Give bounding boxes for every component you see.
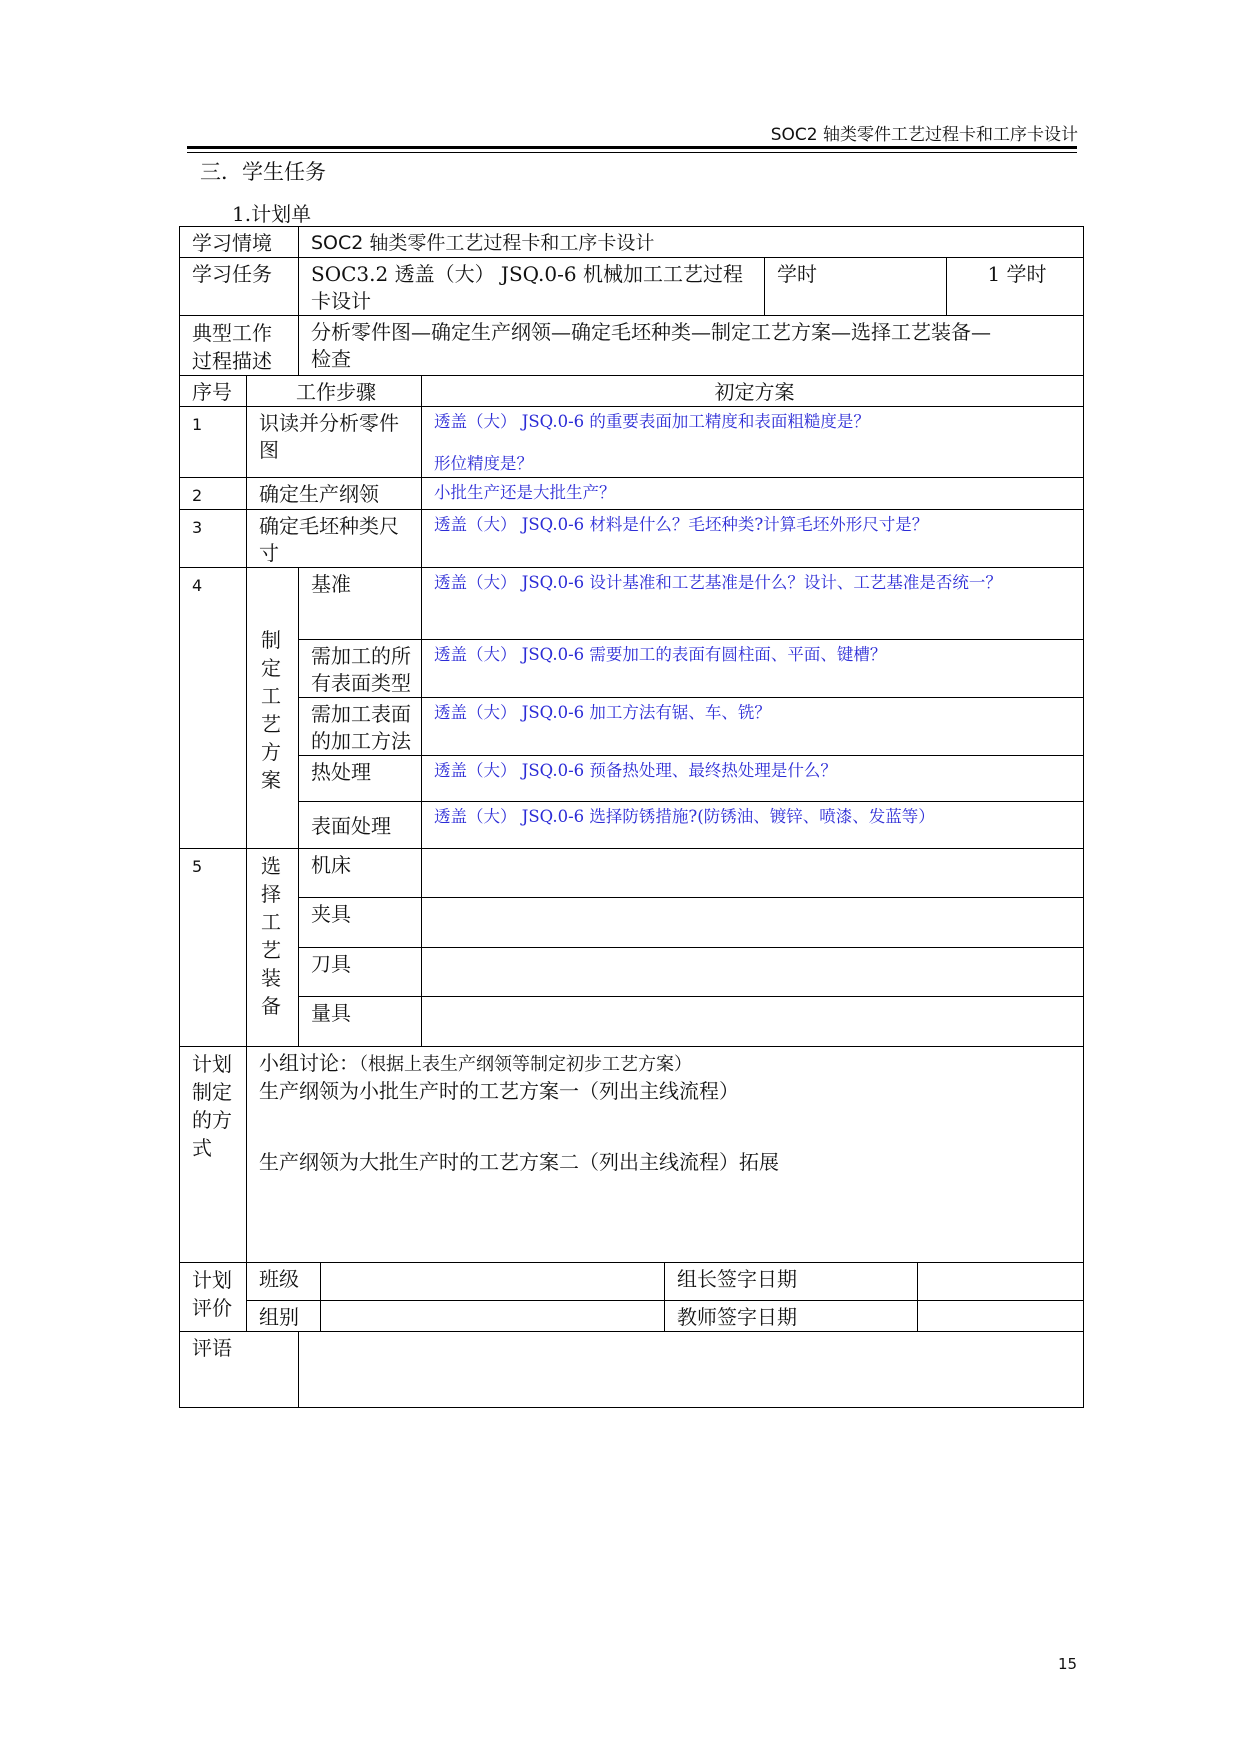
step4-item-name-line1: 需加工的所 (311, 644, 411, 668)
process-label-line1: 典型工作 (192, 321, 272, 345)
process-description-label (180, 316, 299, 376)
step4-item-plan: 透盖（大） JSQ.0-6 加工方法有锯、车、铣？ (434, 703, 771, 722)
step5-item-name: 夹具 (299, 898, 422, 948)
step5-item-name: 刀具 (299, 948, 422, 997)
plan-method-label-line: 式 (192, 1136, 212, 1160)
plan-method-label (180, 1047, 247, 1263)
step4-item-plan: 透盖（大） JSQ.0-6 设计基准和工艺基准是什么？设计、工艺基准是否统一？ (434, 573, 1002, 592)
step5-item-plan (422, 898, 1084, 948)
discussion-line (259, 1050, 1075, 1078)
discussion-note: （根据上表生产纲领等制定初步工艺方案） (359, 1054, 692, 1075)
step4-item-plan: 透盖（大） JSQ.0-6 选择防锈措施?(防锈油、镀锌、喷漆、发蓝等） (434, 807, 935, 826)
step4-group-label (247, 568, 299, 849)
learning-task-label: 学习任务 (180, 258, 299, 316)
step5-label-char: 备 (261, 994, 281, 1018)
teacher-sign-label: 教师签字日期 (665, 1301, 918, 1332)
row-step-4-surfaces (180, 640, 1084, 698)
scheme-two: 生产纲领为大批生产时的工艺方案二（列出主线流程）拓展 (259, 1150, 779, 1174)
learning-situation-value: SOC2 轴类零件工艺过程卡和工序卡设计 (299, 227, 1084, 258)
row-comment (180, 1332, 1084, 1408)
section-title: 三．学生任务 (200, 160, 326, 184)
row-process-description (180, 316, 1084, 376)
step4-label-char: 定 (261, 655, 281, 680)
process-value-line2: 检查 (311, 347, 351, 371)
hours-value: 1 学时 (947, 258, 1084, 316)
step1-plan (422, 407, 1084, 478)
step4-item-name (299, 640, 422, 698)
step4-label-char: 艺 (261, 711, 281, 736)
plan-method-content (247, 1047, 1084, 1263)
row-learning-situation (180, 227, 1084, 258)
evaluation-label-line: 计划 (192, 1268, 232, 1292)
step4-item-name: 热处理 (299, 756, 422, 802)
row-step-4-heat (180, 756, 1084, 802)
learning-situation-label: 学习情境 (180, 227, 299, 258)
step5-label-char: 择 (261, 882, 281, 906)
row-step-4-surface-treatment (180, 802, 1084, 849)
header-rule-thick (187, 146, 1077, 149)
step3-seq: 3 (192, 518, 203, 537)
step5-item-plan (422, 997, 1084, 1047)
teacher-sign-value (918, 1301, 1084, 1332)
step5-seq: 5 (192, 857, 203, 876)
hours-label: 学时 (765, 258, 947, 316)
step2-name: 确定生产纲领 (247, 478, 422, 510)
plan-table (179, 226, 1084, 1408)
step5-label-char: 艺 (261, 938, 281, 962)
step5-label-char: 工 (261, 910, 281, 934)
step2-plan: 小批生产还是大批生产？ (434, 483, 616, 502)
plan-method-label-line: 计划 (192, 1052, 232, 1076)
process-value-line1: 分析零件图—确定生产纲领—确定毛坯种类—制定工艺方案—选择工艺装备— (311, 320, 991, 344)
discussion-prefix: 小组讨论： (259, 1051, 359, 1075)
step5-item-plan (422, 948, 1084, 997)
step4-item-plan: 透盖（大） JSQ.0-6 预备热处理、最终热处理是什么？ (434, 761, 837, 780)
step4-item-name (299, 698, 422, 756)
step5-item-name: 机床 (299, 849, 422, 898)
header-rule-thin (187, 152, 1077, 153)
step1-plan-line1: 透盖（大） JSQ.0-6 的重要表面加工精度和表面粗糙度是？ (434, 412, 870, 431)
comment-label: 评语 (180, 1332, 299, 1408)
row-step-5-machine (180, 849, 1084, 898)
page-number: 15 (1058, 1655, 1078, 1673)
step1-seq: 1 (192, 415, 203, 434)
leader-sign-label: 组长签字日期 (665, 1263, 918, 1301)
step4-label-char: 制 (261, 627, 281, 652)
plan-method-label-line: 的方 (192, 1108, 232, 1132)
running-header: SOC2 轴类零件工艺过程卡和工序卡设计 (770, 125, 1078, 145)
learning-task-value: SOC3.2 透盖（大） JSQ.0-6 机械加工工艺过程卡设计 (299, 258, 765, 316)
process-description-value (299, 316, 1084, 376)
header-plan: 初定方案 (422, 376, 1084, 407)
group-value (321, 1301, 665, 1332)
scheme-one: 生产纲领为小批生产时的工艺方案一（列出主线流程） (259, 1079, 739, 1103)
comment-value (299, 1332, 1084, 1408)
class-label: 班级 (247, 1263, 321, 1301)
step3-plan: 透盖（大） JSQ.0-6 材料是什么？毛坯种类?计算毛坯外形尺寸是？ (434, 515, 929, 534)
step5-item-name: 量具 (299, 997, 422, 1047)
row-step-2 (180, 478, 1084, 510)
sub-title: 1.计划单 (232, 202, 312, 226)
row-step-5-gauge (180, 997, 1084, 1047)
step4-item-name-line1: 需加工表面 (311, 702, 411, 726)
plan-method-label-line: 制定 (192, 1080, 232, 1104)
step5-item-plan (422, 849, 1084, 898)
step4-item-name: 基准 (299, 568, 422, 640)
row-step-5-tool (180, 948, 1084, 997)
step4-label-char: 案 (261, 767, 281, 792)
step4-seq: 4 (192, 576, 203, 595)
step3-name: 确定毛坯种类尺寸 (247, 510, 422, 568)
row-step-1 (180, 407, 1084, 478)
header-seq: 序号 (180, 376, 247, 407)
class-value (321, 1263, 665, 1301)
row-plan-method (180, 1047, 1084, 1263)
step5-label-char: 装 (261, 966, 281, 990)
step2-seq: 2 (192, 486, 203, 505)
step4-item-name: 表面处理 (299, 802, 422, 849)
step1-name: 识读并分析零件图 (247, 407, 422, 478)
process-label-line2: 过程描述 (192, 349, 272, 373)
evaluation-label-line: 评价 (192, 1296, 232, 1320)
step4-label-char: 方 (261, 739, 281, 764)
row-evaluation-group (180, 1301, 1084, 1332)
step4-item-name-line2: 有表面类型 (311, 671, 411, 695)
row-column-headers (180, 376, 1084, 407)
row-learning-task (180, 258, 1084, 316)
group-label: 组别 (247, 1301, 321, 1332)
evaluation-label (180, 1263, 247, 1332)
step4-label-char: 工 (261, 683, 281, 708)
row-evaluation-class (180, 1263, 1084, 1301)
row-step-5-fixture (180, 898, 1084, 948)
header-step: 工作步骤 (247, 376, 422, 407)
step5-group-label (247, 849, 299, 1047)
step4-item-name-line2: 的加工方法 (311, 729, 411, 753)
row-step-4-methods (180, 698, 1084, 756)
step5-label-char: 选 (261, 854, 281, 878)
step4-item-plan: 透盖（大） JSQ.0-6 需要加工的表面有圆柱面、平面、键槽？ (434, 645, 887, 664)
row-step-4-basis (180, 568, 1084, 640)
leader-sign-value (918, 1263, 1084, 1301)
row-step-3 (180, 510, 1084, 568)
step1-plan-line2: 形位精度是？ (434, 454, 533, 473)
